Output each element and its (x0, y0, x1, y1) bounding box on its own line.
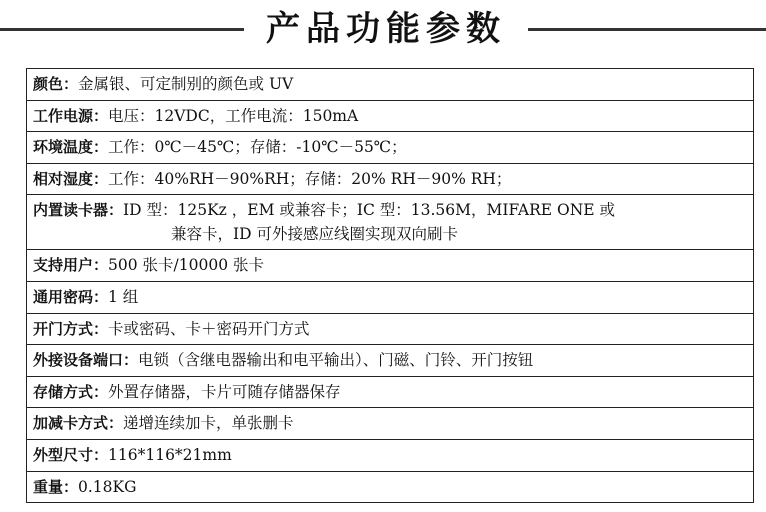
spec-row-dimensions (27, 439, 754, 471)
page-title: 产品功能参数 (266, 9, 506, 49)
spec-row-humidity (27, 163, 754, 195)
spec-label: 内置读卡器： (33, 201, 124, 220)
spec-value: 外置存储器，卡片可随存储器保存 (108, 382, 341, 401)
spec-value: 工作：0℃－45℃；存储：-10℃－55℃； (108, 138, 407, 157)
spec-row-reader (27, 195, 754, 250)
spec-row-card-mode (27, 408, 754, 440)
spec-value: 电压：12VDC，工作电流：150mA (108, 106, 359, 125)
title-rule-left (0, 28, 244, 31)
spec-label: 通用密码： (33, 287, 109, 306)
spec-row-password (27, 281, 754, 313)
spec-row-temperature (27, 132, 754, 164)
spec-value: 500 张卡/10000 张卡 (108, 256, 264, 275)
spec-value: 电锁（含继电器输出和电平输出）、门磁、门铃、开门按钮 (138, 351, 534, 370)
spec-value: 工作：40%RH－90%RH；存储：20% RH－90% RH； (108, 169, 512, 188)
spec-value: ID 型：125Kz ，EM 或兼容卡；IC 型：13.56M，MIFARE ONE 或 (123, 201, 616, 220)
spec-table (26, 68, 754, 503)
spec-value: 0.18KG (78, 477, 137, 496)
spec-row-storage (27, 376, 754, 408)
spec-row-ports (27, 345, 754, 377)
spec-value: 金属银、可定制别的颜色或 UV (78, 75, 294, 93)
spec-label: 颜色： (33, 75, 79, 93)
spec-label: 外型尺寸： (33, 445, 109, 464)
title-rule-right (528, 28, 766, 31)
spec-value: 卡或密码、卡＋密码开门方式 (108, 319, 310, 338)
spec-value-continued: 兼容卡，ID 可外接感应线圈实现双向刷卡 (171, 225, 458, 244)
spec-label: 工作电源： (33, 106, 109, 125)
spec-label: 相对湿度： (33, 169, 109, 188)
spec-value: 递增连续加卡，单张删卡 (123, 414, 294, 433)
spec-label: 环境温度： (33, 138, 109, 157)
spec-label: 开门方式： (33, 319, 109, 338)
spec-row-color (27, 69, 754, 101)
spec-row-power (27, 100, 754, 132)
spec-label: 加减卡方式： (33, 414, 124, 433)
spec-row-unlock-mode (27, 313, 754, 345)
spec-row-users (27, 250, 754, 282)
page-header (0, 0, 766, 60)
spec-label: 存储方式： (33, 382, 109, 401)
spec-label: 重量： (33, 477, 79, 496)
spec-label: 外接设备端口： (33, 351, 139, 370)
spec-row-weight (27, 471, 754, 503)
spec-value: 116*116*21mm (108, 445, 232, 464)
spec-value: 1 组 (108, 287, 139, 306)
spec-label: 支持用户： (33, 256, 109, 275)
